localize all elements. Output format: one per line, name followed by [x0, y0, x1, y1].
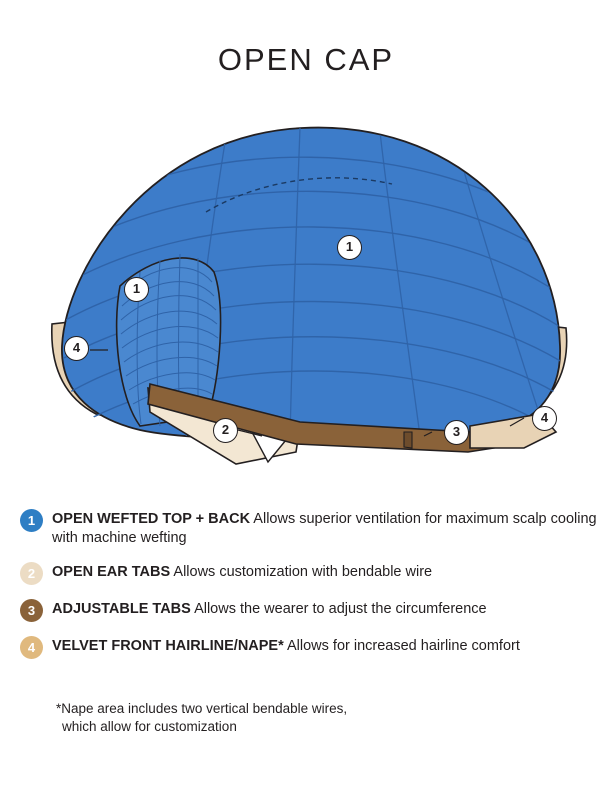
- callout-4-left: 4: [64, 336, 89, 361]
- callout-2-ear-tab: 2: [213, 418, 238, 443]
- legend-term-3: ADJUSTABLE TABS: [52, 601, 191, 618]
- legend-badge-4: 4: [20, 636, 43, 659]
- legend-desc-1: Allows superior ventilation for maximum scalp cooling with machine wefting: [52, 511, 597, 547]
- legend-text-3: [52, 598, 487, 619]
- legend-desc-3: Allows the wearer to adjust the circumference: [194, 601, 487, 618]
- legend-term-2: OPEN EAR TABS: [52, 564, 171, 581]
- legend-item-4: [20, 635, 600, 659]
- legend-text-2: [52, 561, 432, 582]
- legend-badge-1: 1: [20, 509, 43, 532]
- callout-1-top: 1: [337, 235, 362, 260]
- footnote-line-1: *Nape area includes two vertical bendable wires,: [56, 701, 348, 716]
- legend-term-4: VELVET FRONT HAIRLINE/NAPE*: [52, 638, 284, 655]
- callout-4-right: 4: [532, 406, 557, 431]
- legend-badge-2: 2: [20, 562, 43, 585]
- legend-item-2: [20, 561, 600, 585]
- cap-illustration: [0, 96, 612, 496]
- cap-svg: [0, 96, 612, 496]
- legend-term-1: OPEN WEFTED TOP + BACK: [52, 511, 251, 527]
- legend-text-1: [52, 508, 600, 548]
- callout-1-side: 1: [124, 277, 149, 302]
- footnote-line-2: which allow for customization: [62, 719, 237, 735]
- legend-desc-2: Allows customization with bendable wire: [173, 564, 433, 581]
- legend-desc-4: Allows for increased hairline comfort: [286, 638, 520, 655]
- legend-badge-3: 3: [20, 599, 43, 622]
- callout-3-adjustable-tab: 3: [444, 420, 469, 445]
- footnote: [56, 700, 576, 736]
- legend-text-4: [52, 635, 520, 656]
- page-title: OPEN CAP: [217, 42, 395, 77]
- legend-item-1: [20, 508, 600, 548]
- legend-item-3: [20, 598, 600, 622]
- strap-slider: [404, 432, 412, 448]
- legend: [20, 508, 600, 672]
